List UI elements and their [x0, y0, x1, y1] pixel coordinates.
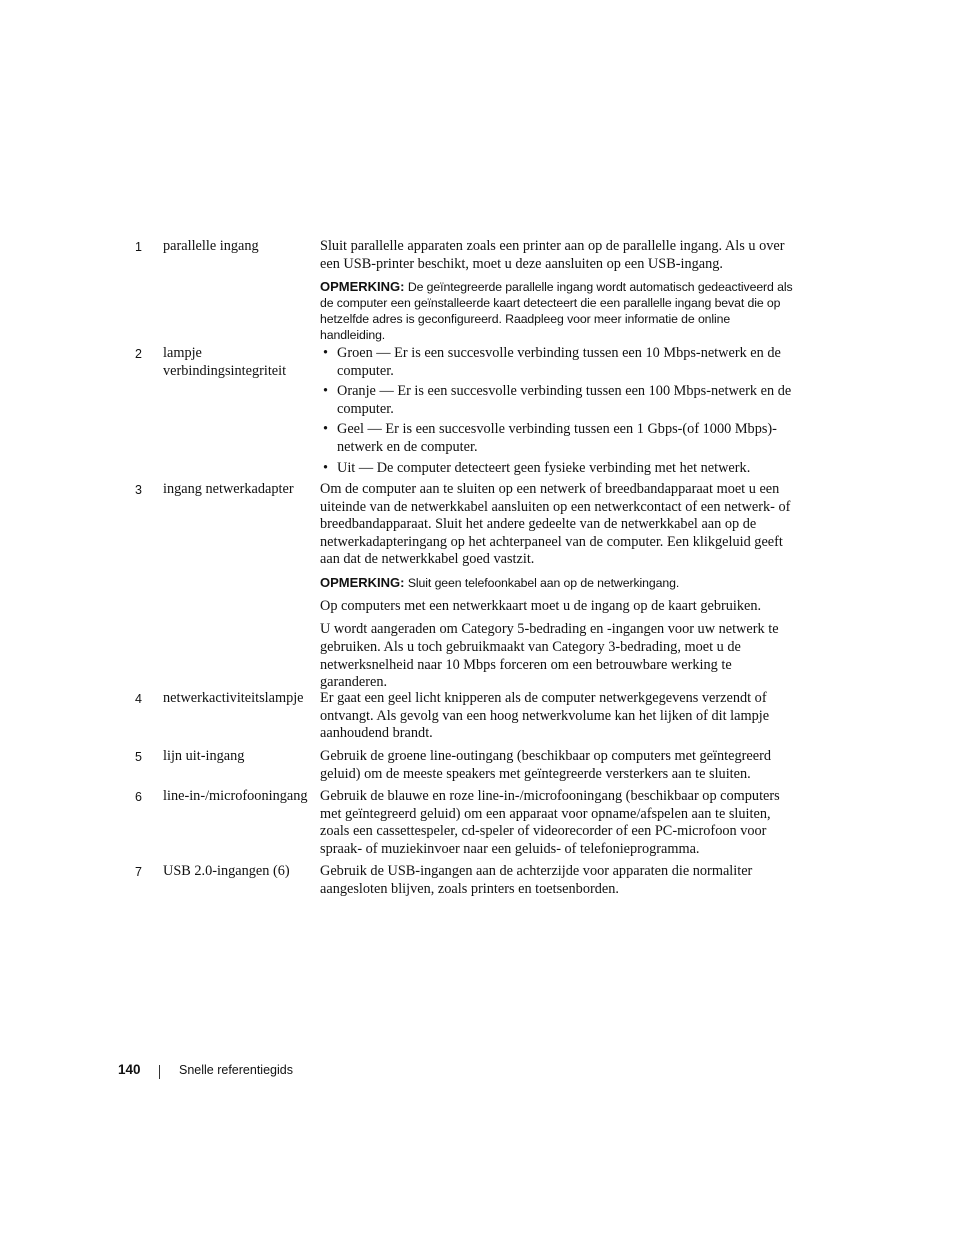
page-footer — [0, 1060, 954, 1082]
description-paragraph: U wordt aangeraden om Category 5-bedrading en -ingangen voor uw netwerk te gebruiken. Als u toch gebruikmaakt van Category 3-bedrading, moet u de netwerksnelheid naar 10 Mbps forceren om een betrouwbare werking te garanderen. — [320, 621, 779, 691]
list-item — [320, 383, 798, 418]
bullet-icon: • — [323, 421, 329, 438]
description-paragraph: Op computers met een netwerkkaart moet u de ingang op de kaart gebruiken. — [320, 597, 762, 614]
note-label: OPMERKING: — [320, 574, 405, 590]
page-number: 140 — [118, 1062, 141, 1077]
note — [320, 279, 798, 344]
connector-name: lijn uit-ingang — [163, 748, 245, 764]
connector-name: netwerkactiviteitslampje — [163, 690, 304, 706]
list-item-text: Oranje — Er is een succesvolle verbinding tussen een 100 Mbps-netwerk en de computer. — [337, 383, 792, 417]
status-list — [320, 345, 798, 477]
connector-description — [320, 863, 798, 904]
callout-number: 4 — [135, 692, 142, 706]
note-label: OPMERKING: — [320, 279, 405, 295]
list-item-text: Groen — Er is een succesvolle verbinding tussen een 10 Mbps-netwerk en de computer. — [337, 345, 781, 379]
list-item-text: Uit — De computer detecteert geen fysieke verbinding met het netwerk. — [337, 459, 751, 476]
list-item — [320, 345, 798, 380]
list-item — [320, 460, 798, 478]
list-item-text: Geel — Er is een succesvolle verbinding tussen een 1 Gbps-(of 1000 Mbps)-netwerk en de computer. — [337, 421, 777, 455]
connector-name: USB 2.0-ingangen (6) — [163, 863, 290, 879]
callout-number: 7 — [135, 865, 142, 879]
callout-number: 6 — [135, 790, 142, 804]
connector-description — [320, 481, 798, 698]
description-paragraph: Gebruik de groene line-outingang (beschikbaar op computers met geïntegreerd geluid) om de meeste speakers met geïntegreerde versterkers aan te sluiten. — [320, 748, 771, 782]
bullet-icon: • — [323, 345, 329, 361]
connector-description — [320, 345, 798, 480]
bullet-icon: • — [323, 459, 329, 476]
note-text: De geïntegreerde parallelle ingang wordt automatisch gedeactiveerd als de computer een geïnstalleerde kaart detecteert die een parallelle ingang bevat die op hetzelfde adres is geconfigureerd. Raadpleeg voor meer informatie de online handleiding. — [320, 280, 793, 342]
description-paragraph: Gebruik de blauwe en roze line-in-/microfooningang (beschikbaar op computers met geïntegreerd geluid) om een apparaat voor opname/afspelen aan te sluiten, zoals een cassettespeler, cd-speler of videorecorder of een PC-microfoon voor spraak- of muziekinvoer naar een geluids- of telefonieprogramma. — [320, 788, 780, 857]
connector-description — [320, 238, 798, 350]
callout-number: 3 — [135, 483, 142, 497]
bullet-icon: • — [323, 383, 329, 400]
description-paragraph: Er gaat een geel licht knipperen als de computer netwerkgegevens verzendt of ontvangt. Als gevolg van een hoog netwerkvolume kan het lijken of dit lampje aanhoudend brandt. — [320, 690, 770, 742]
connector-description — [320, 690, 798, 749]
book-title: Snelle referentiegids — [179, 1063, 293, 1077]
description-paragraph: Sluit parallelle apparaten zoals een printer aan op de parallelle ingang. Als u over een USB-printer beschikt, moet u deze aansluiten op een USB-ingang. — [320, 238, 785, 272]
note-text: Sluit geen telefoonkabel aan op de netwerkingang. — [407, 575, 680, 590]
footer-separator — [159, 1065, 160, 1079]
connector-description — [320, 748, 798, 789]
callout-number: 5 — [135, 750, 142, 764]
note — [320, 575, 798, 592]
description-paragraph: Gebruik de USB-ingangen aan de achterzijde voor apparaten die normaliter aangesloten blijven, zoals printers en toetsenborden. — [320, 863, 753, 897]
connector-description — [320, 788, 798, 864]
connector-name: line-in-/microfooningang — [163, 788, 308, 804]
callout-number: 1 — [135, 240, 142, 254]
description-paragraph: Om de computer aan te sluiten op een netwerk of breedbandapparaat moet u een uiteinde van de netwerkkabel aansluiten op een netwerkcontact of een netwerk- of breedbandapparaat. Sluit het andere gedeelte van de netwerkkabel aan op de netwerkadapteringang op het achterpaneel van de computer. Een klikgeluid geeft aan dat de netwerkkabel goed vastzit. — [320, 481, 791, 568]
list-item — [320, 421, 798, 456]
connector-name: lampje verbindingsintegriteit — [163, 345, 287, 379]
connector-name: ingang netwerkadapter — [163, 481, 294, 497]
callout-number: 2 — [135, 347, 142, 361]
connector-name: parallelle ingang — [163, 238, 259, 254]
